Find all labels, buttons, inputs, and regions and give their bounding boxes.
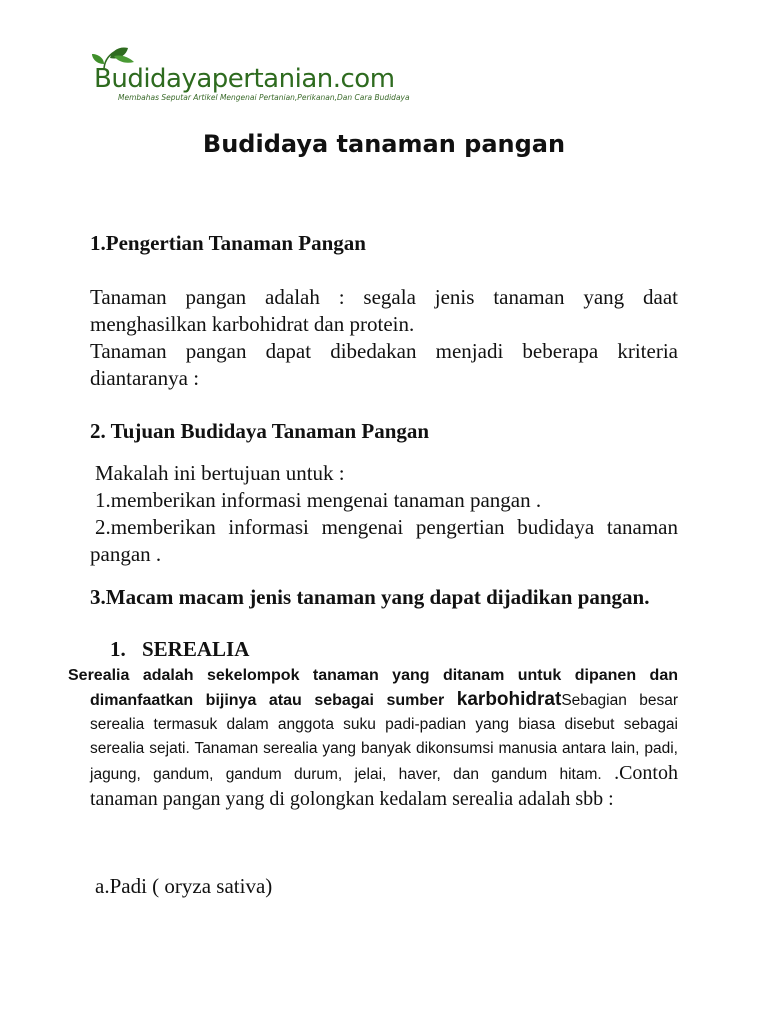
serealia-number: 1.: [110, 637, 126, 661]
logo-tagline: Membahas Seputar Artikel Mengenai Pertanian,Perikanan,Dan Cara Budidaya: [118, 93, 410, 102]
serealia-example-intro: .Contoh tanaman pangan yang di golongkan kedalam serealia adalah sbb :: [90, 762, 678, 810]
section1-paragraph2: Tanaman pangan dapat dibedakan menjadi beberapa kriteria diantaranya :: [90, 339, 678, 390]
serealia-paragraph: [68, 664, 678, 813]
serealia-heading: SEREALIA: [142, 637, 250, 661]
serealia-item-a: a.Padi ( oryza sativa): [95, 874, 273, 898]
serealia-karbohidrat: karbohidrat: [456, 689, 562, 710]
section1-heading: 1.Pengertian Tanaman Pangan: [90, 231, 366, 255]
section1-paragraph1: Tanaman pangan adalah : segala jenis tanaman yang daat menghasilkan karbohidrat dan protein.: [90, 285, 678, 336]
section2-item2: 2.memberikan informasi mengenai pengertian budidaya tanaman pangan .: [90, 515, 678, 566]
section2-intro: Makalah ini bertujuan untuk :: [95, 461, 345, 485]
section2-heading: 2. Tujuan Budidaya Tanaman Pangan: [90, 419, 430, 443]
section2-item1: 1.memberikan informasi mengenai tanaman pangan .: [95, 488, 542, 512]
logo-name: Budidayapertanian.com: [94, 64, 395, 94]
page-title: Budidaya tanaman pangan: [202, 130, 566, 158]
serealia-paragraph-body: Sebagian besar serealia termasuk dalam anggota suku padi-padian yang biasa disebut sebagai serealia sejati. Tanaman serealia yang banyak dikonsumsi manusia antara lain, padi, jagung, gandum, gandum durum, jelai, haver, dan gandum hitam.: [90, 692, 678, 783]
site-logo: [90, 46, 410, 108]
serealia-paragraph-bold: Serealia adalah sekelompok tanaman yang ditanam untuk dipanen dan dimanfaatkan bijinya atau sebagai sumber: [68, 667, 678, 709]
section3-heading: 3.Macam macam jenis tanaman yang dapat dijadikan pangan.: [90, 585, 650, 609]
